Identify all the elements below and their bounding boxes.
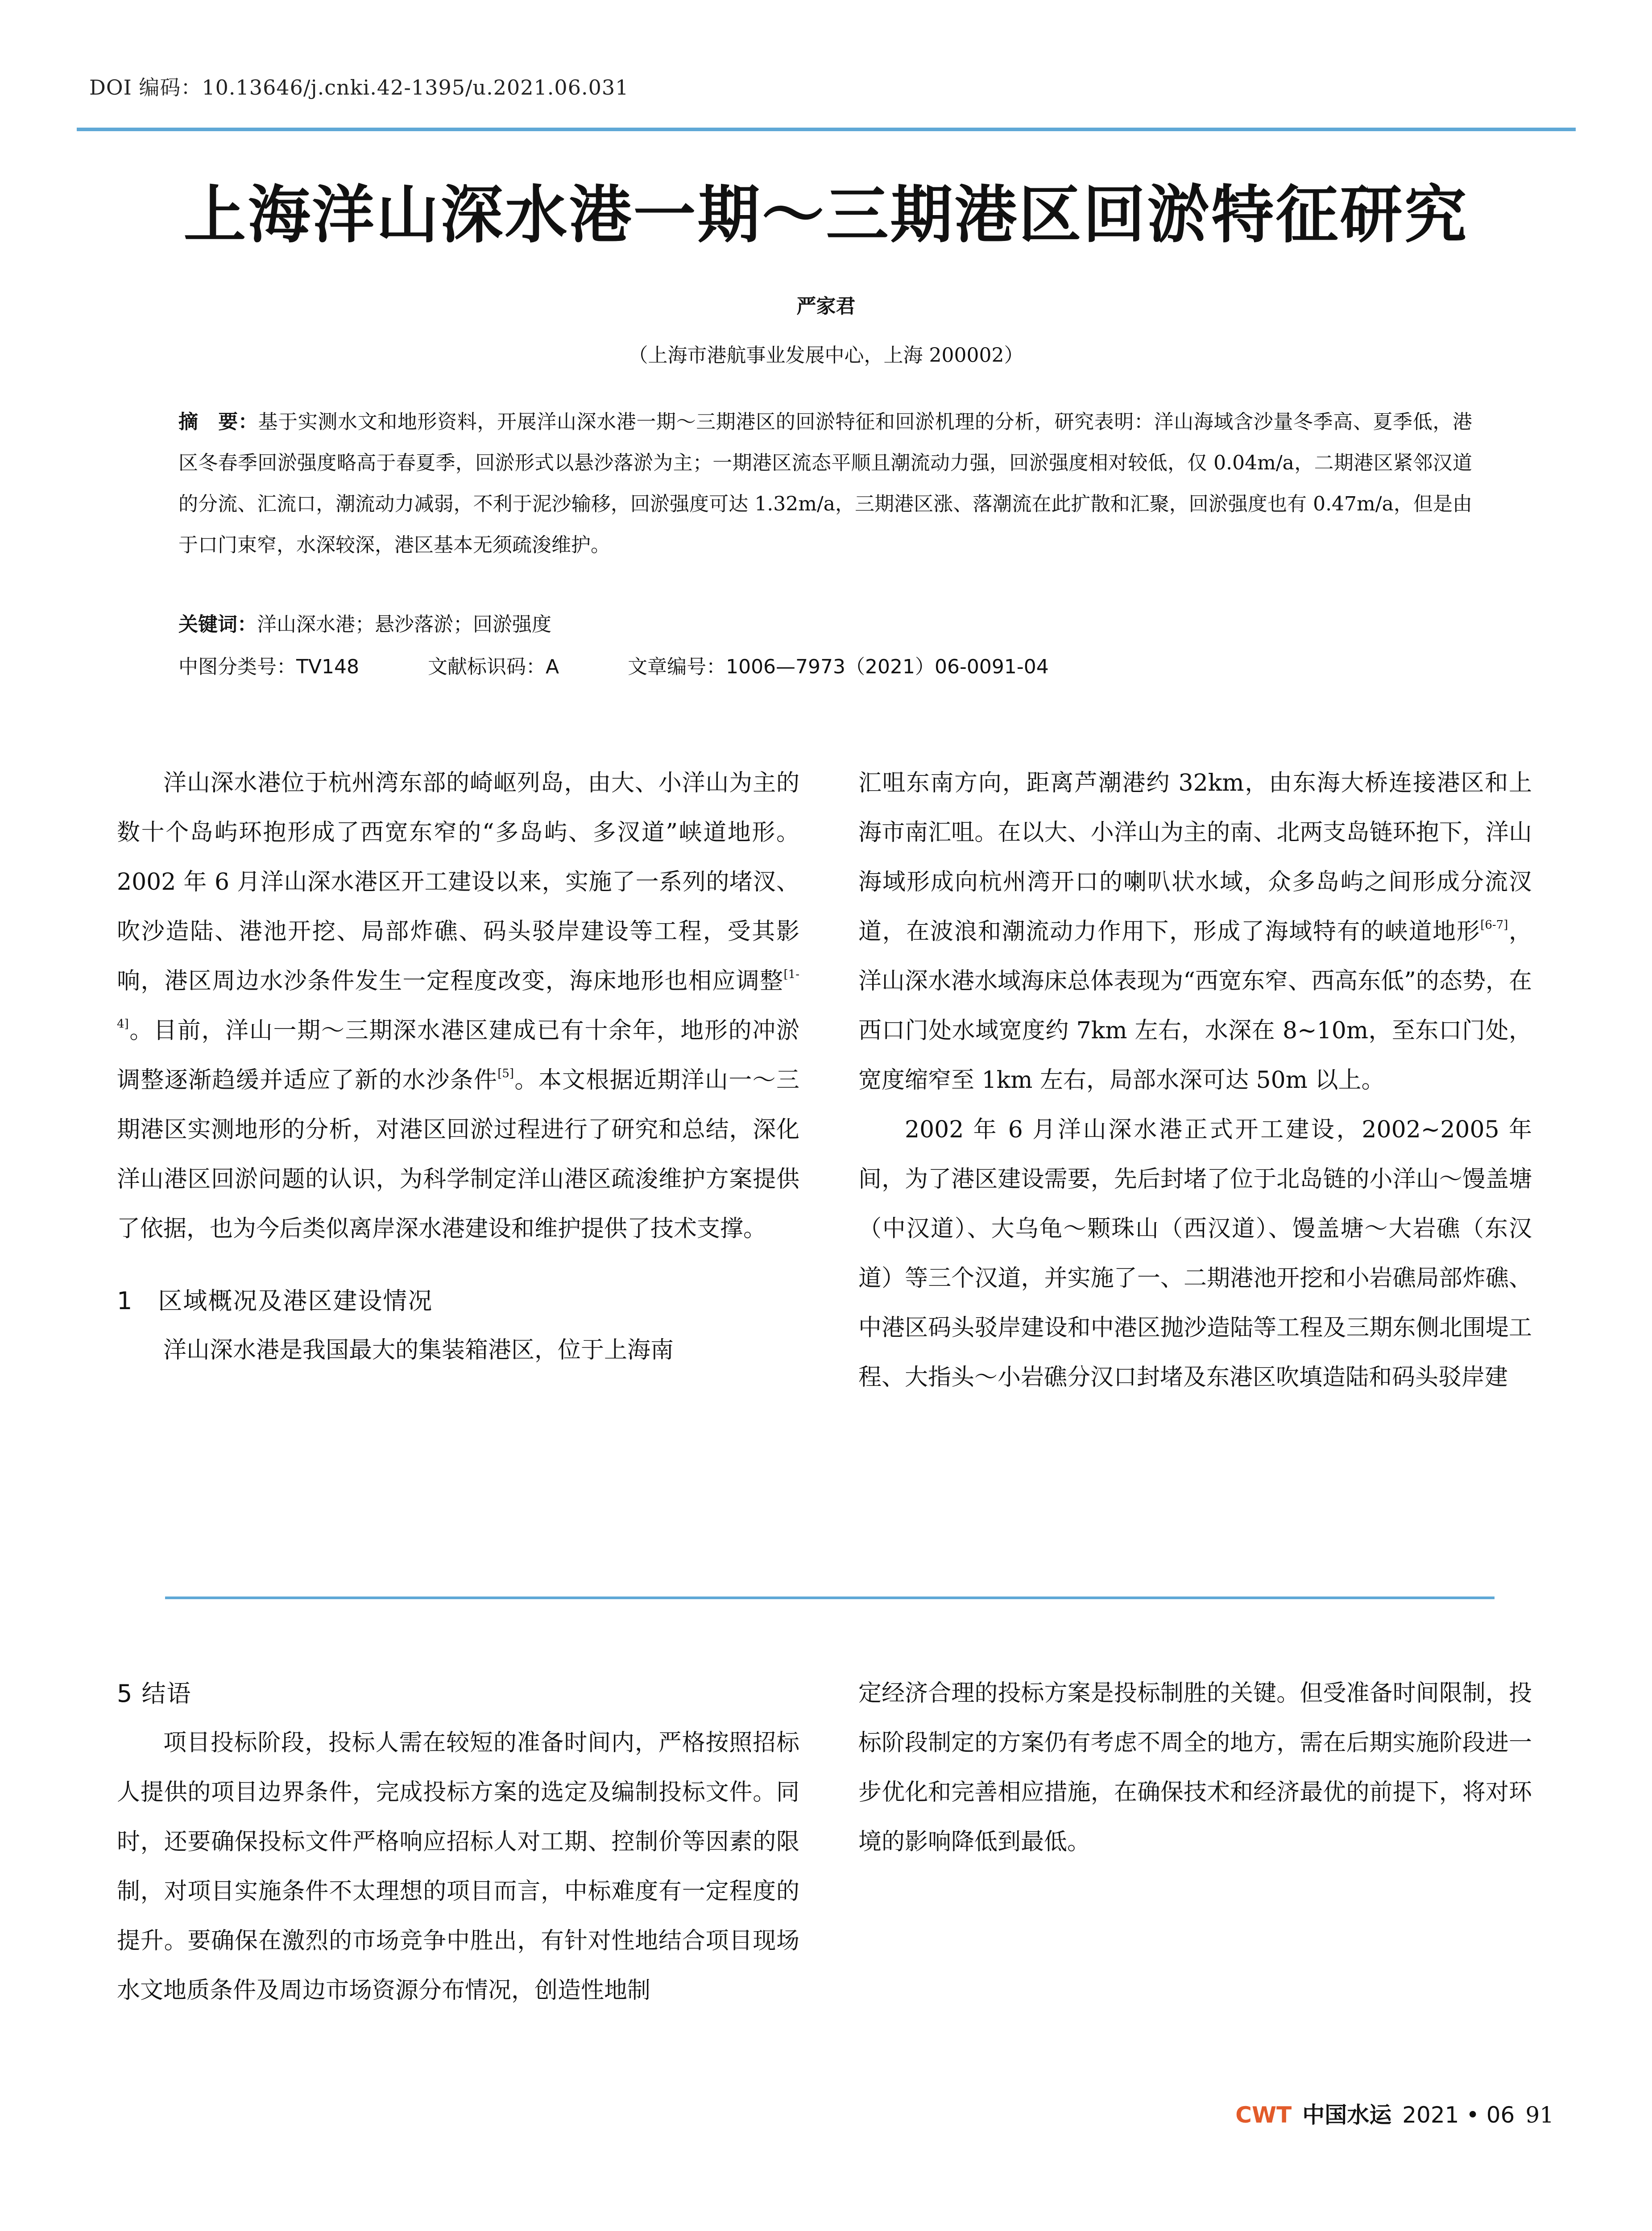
document-code: 文献标识码：A	[427, 655, 559, 678]
classification-line	[178, 654, 1472, 680]
abstract-text: 基于实测水文和地形资料，开展洋山深水港一期～三期港区的回淤特征和回淤机理的分析，研究表明：洋山海域含沙量冬季高、夏季低，港区冬春季回淤强度略高于春夏季，回淤形式以悬沙落淤为主；一期港区流态平顺且潮流动力强，回淤强度相对较低，仅 0.04m/a，二期港区紧邻汉道的分流、汇流口，潮流动力减弱，不利于泥沙输移，回淤强度可达 1.32m/a，三期港区涨、落潮流在此扩散和汇聚，回淤强度也有 0.47m/a，但是由于口门束窄，水深较深，港区基本无须疏浚维护。	[178, 411, 1472, 556]
paragraph: 汇咀东南方向，距离芦潮港约 32km，由东海大桥连接港区和上海市南汇咀。在以大、小洋山为主的南、北两支岛链环抱下，洋山海域形成向杭州湾开口的喇叭状水域，众多岛屿之间形成分流汊道，在波浪和潮流动力作用下，形成了海域特有的峡道地形[6-7]，洋山深水港水域海床总体表现为“西宽东窄、西高东低”的态势，在西口门处水域宽度约 7km 左右，水深在 8~10m，至东口门处，宽度缩窄至 1km 左右，局部水深可达 50m 以上。	[858, 770, 1532, 1094]
article-number: 文章编号：1006—7973（2021）06-0091-04	[628, 655, 1049, 678]
header-rule	[77, 128, 1576, 131]
paragraph: 定经济合理的投标方案是投标制胜的关键。但受准备时间限制，投标阶段制定的方案仍有考虑不周全的地方，需在后期实施阶段进一步优化和完善相应措施，在确保技术和经济最优的前提下，将对环境的影响降低到最低。	[858, 1680, 1532, 1855]
body-column-1	[117, 759, 799, 1375]
citation[interactable]: [6-7]	[1480, 918, 1508, 932]
section-heading: 1 区域概况及港区建设情况	[117, 1287, 433, 1315]
abstract-label: 摘 要：	[178, 411, 258, 433]
body-column-2	[858, 759, 1532, 1402]
affiliation: （上海市港航事业发展中心，上海 200002）	[628, 344, 1024, 367]
paragraph: 项目投标阶段，投标人需在较短的准备时间内，严格按照招标人提供的项目边界条件，完成投标方案的选定及编制投标文件。同时，还要确保投标文件严格响应招标人对工期、控制价等因素的限制，对项目实施条件不太理想的项目而言，中标难度有一定程度的提升。要确保在激烈的市场竞争中胜出，有针对性地结合项目现场水文地质条件及周边市场资源分布情况，创造性地制	[117, 1729, 799, 2004]
page-footer	[1235, 2097, 1554, 2129]
brand-logo: CWT	[1235, 2102, 1292, 2128]
page-number: 91	[1525, 2102, 1554, 2128]
body-column-4	[858, 1669, 1532, 1867]
paragraph: 洋山深水港位于杭州湾东部的崎岖列岛，由大、小洋山为主的数十个岛屿环抱形成了西宽东窄的“多岛屿、多汊道”峡道地形。2002 年 6 月洋山深水港区开工建设以来，实施了一系列的堵汊、吹沙造陆、港池开挖、局部炸礁、码头驳岸建设等工程，受其影响，港区周边水沙条件发生一定程度改变，海床地形也相应调整[1-4]。目前，洋山一期～三期深水港区建成已有十余年，地形的冲淤调整逐渐趋缓并适应了新的水沙条件[5]。本文根据近期洋山一～三期港区实测地形的分析，对港区回淤过程进行了研究和总结，深化洋山港区回淤问题的认识，为科学制定洋山港区疏浚维护方案提供了依据，也为今后类似离岸深水港建设和维护提供了技术支撑。	[117, 770, 799, 1242]
clc-number: 中图分类号：TV148	[178, 655, 359, 678]
keywords-label: 关键词：	[178, 613, 257, 636]
paragraph: 2002 年 6 月洋山深水港正式开工建设，2002~2005 年间，为了港区建设需要，先后封堵了位于北岛链的小洋山～馒盖塘（中汉道）、大乌龟～颗珠山（西汉道）、馒盖塘～大岩礁（东汉道）等三个汉道，并实施了一、二期港池开挖和小岩礁局部炸礁、中港区码头驳岸建设和中港区抛沙造陆等工程及三期东侧北围堤工程、大指头～小岩礁分汉口封堵及东港区吹填造陆和码头驳岸建	[858, 1116, 1532, 1391]
citation[interactable]: [5]	[497, 1067, 514, 1080]
doi-line: DOI 编码：10.13646/j.cnki.42-1395/u.2021.06.031	[89, 75, 629, 100]
section-divider	[165, 1597, 1495, 1599]
section-heading: 5 结语	[117, 1679, 192, 1708]
citation[interactable]: [1-4]	[117, 968, 799, 1031]
article-title: 上海洋山深水港一期～三期港区回淤特征研究	[183, 178, 1469, 252]
paragraph: 洋山深水港是我国最大的集装箱港区，位于上海南	[163, 1337, 674, 1364]
keywords	[178, 611, 1472, 638]
magazine-name: 中国水运	[1302, 2102, 1392, 2128]
issue-number: 2021 • 06	[1402, 2102, 1515, 2128]
abstract	[178, 402, 1472, 566]
author: 严家君	[796, 295, 856, 318]
keywords-text: 洋山深水港；悬沙落淤；回淤强度	[257, 613, 551, 636]
body-column-3	[117, 1669, 799, 2015]
